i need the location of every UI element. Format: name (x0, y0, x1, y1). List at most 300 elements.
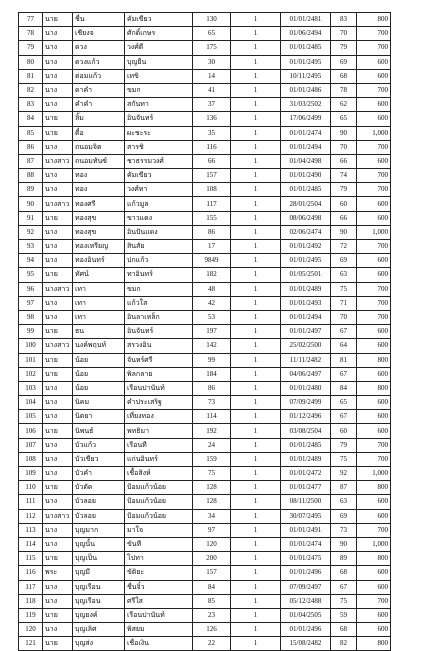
group-number-cell: 1 (231, 452, 281, 466)
row-number-cell: 77 (19, 13, 43, 27)
group-number-cell: 1 (231, 523, 281, 537)
row-number-cell: 116 (19, 566, 43, 580)
first-name-cell: บุญเรือน (73, 594, 125, 608)
surname-cell: ชาธรรมวงศ์ (125, 154, 193, 168)
title-prefix-cell: นาง (43, 410, 73, 424)
allowance-amount-cell: 1,000 (357, 537, 391, 551)
table-row (19, 481, 391, 495)
house-number-cell: 65 (193, 27, 231, 41)
group-number-cell: 1 (231, 495, 281, 509)
birth-date-cell: 08/11/2500 (281, 495, 331, 509)
first-name-cell: ถนอมจิต (73, 140, 125, 154)
table-row (19, 126, 391, 140)
age-cell: 90 (331, 126, 357, 140)
age-cell: 65 (331, 112, 357, 126)
allowance-amount-cell: 600 (357, 268, 391, 282)
surname-cell: อินจันทร์ (125, 112, 193, 126)
table-row (19, 467, 391, 481)
table-row (19, 637, 391, 651)
row-number-cell: 99 (19, 325, 43, 339)
row-number-cell: 107 (19, 438, 43, 452)
age-cell: 71 (331, 296, 357, 310)
age-cell: 90 (331, 225, 357, 239)
age-cell: 69 (331, 509, 357, 523)
first-name-cell: น้อย (73, 367, 125, 381)
table-row (19, 594, 391, 608)
first-name-cell: บัวลอย (73, 495, 125, 509)
allowance-amount-cell: 800 (357, 381, 391, 395)
table-row (19, 55, 391, 69)
row-number-cell: 80 (19, 55, 43, 69)
table-row (19, 424, 391, 438)
allowance-amount-cell: 700 (357, 310, 391, 324)
surname-cell: สกันทา (125, 98, 193, 112)
birth-date-cell: 01/01/2472 (281, 467, 331, 481)
table-row (19, 13, 391, 27)
title-prefix-cell: นาย (43, 268, 73, 282)
row-number-cell: 87 (19, 154, 43, 168)
first-name-cell: บัวเขียว (73, 452, 125, 466)
row-number-cell: 89 (19, 183, 43, 197)
surname-cell: วงศ์ทา (125, 183, 193, 197)
title-prefix-cell: พระ (43, 566, 73, 580)
birth-date-cell: 01/01/2477 (281, 481, 331, 495)
birth-date-cell: 07/09/2499 (281, 396, 331, 410)
allowance-amount-cell: 600 (357, 254, 391, 268)
title-prefix-cell: นาย (43, 367, 73, 381)
age-cell: 83 (331, 13, 357, 27)
row-number-cell: 120 (19, 623, 43, 637)
age-cell: 70 (331, 140, 357, 154)
birth-date-cell: 05/12/2488 (281, 594, 331, 608)
row-number-cell: 114 (19, 537, 43, 551)
group-number-cell: 1 (231, 98, 281, 112)
title-prefix-cell: นาย (43, 637, 73, 651)
table-row (19, 523, 391, 537)
surname-cell: ขัติยะ (125, 566, 193, 580)
table-row (19, 495, 391, 509)
birth-date-cell: 01/04/2498 (281, 154, 331, 168)
first-name-cell: บุญนั้น (73, 537, 125, 551)
first-name-cell: ดวงแก้ว (73, 55, 125, 69)
house-number-cell: 130 (193, 13, 231, 27)
birth-date-cell: 01/01/2493 (281, 296, 331, 310)
title-prefix-cell: นาง (43, 140, 73, 154)
surname-cell: เที่ยงทอง (125, 410, 193, 424)
house-number-cell: 128 (193, 481, 231, 495)
age-cell: 68 (331, 566, 357, 580)
first-name-cell: ลิ้ม (73, 112, 125, 126)
row-number-cell: 105 (19, 410, 43, 424)
allowance-amount-cell: 800 (357, 13, 391, 27)
first-name-cell: ชื่น (73, 13, 125, 27)
age-cell: 89 (331, 552, 357, 566)
birth-date-cell: 31/03/2502 (281, 98, 331, 112)
surname-cell: ขันที (125, 537, 193, 551)
allowance-amount-cell: 700 (357, 594, 391, 608)
birth-date-cell: 07/09/2497 (281, 580, 331, 594)
title-prefix-cell: นาง (43, 183, 73, 197)
allowance-amount-cell: 700 (357, 296, 391, 310)
allowance-amount-cell: 600 (357, 410, 391, 424)
surname-cell: ชื่นจิ๋ว (125, 580, 193, 594)
allowance-amount-cell: 600 (357, 98, 391, 112)
house-number-cell: 120 (193, 537, 231, 551)
surname-cell: มาใจ (125, 523, 193, 537)
row-number-cell: 90 (19, 197, 43, 211)
age-cell: 67 (331, 325, 357, 339)
surname-cell: บุญยืน (125, 55, 193, 69)
table-row (19, 254, 391, 268)
first-name-cell: บุญยงค์ (73, 608, 125, 622)
first-name-cell: เทา (73, 282, 125, 296)
group-number-cell: 1 (231, 481, 281, 495)
group-number-cell: 1 (231, 140, 281, 154)
table-row (19, 240, 391, 254)
first-name-cell: น้อย (73, 353, 125, 367)
row-number-cell: 115 (19, 552, 43, 566)
register-table (18, 12, 391, 651)
surname-cell: สินสัย (125, 240, 193, 254)
group-number-cell: 1 (231, 41, 281, 55)
surname-cell: สรวงอิน (125, 339, 193, 353)
row-number-cell: 79 (19, 41, 43, 55)
group-number-cell: 1 (231, 438, 281, 452)
table-row (19, 608, 391, 622)
age-cell: 70 (331, 310, 357, 324)
allowance-amount-cell: 600 (357, 495, 391, 509)
surname-cell: ทาอินทร์ (125, 268, 193, 282)
group-number-cell: 1 (231, 424, 281, 438)
surname-cell: ป้อมแก้วน้อย (125, 481, 193, 495)
first-name-cell: ธน (73, 325, 125, 339)
house-number-cell: 128 (193, 495, 231, 509)
house-number-cell: 17 (193, 240, 231, 254)
first-name-cell: นิพนธ์ (73, 424, 125, 438)
first-name-cell: บัวตัด (73, 481, 125, 495)
allowance-amount-cell: 600 (357, 623, 391, 637)
house-number-cell: 114 (193, 410, 231, 424)
row-number-cell: 96 (19, 282, 43, 296)
surname-cell: ขมก (125, 282, 193, 296)
first-name-cell: เทา (73, 310, 125, 324)
surname-cell: จันทร์ศรี (125, 353, 193, 367)
birth-date-cell: 01/12/2496 (281, 410, 331, 424)
surname-cell: ขาวแดง (125, 211, 193, 225)
house-number-cell: 142 (193, 339, 231, 353)
row-number-cell: 91 (19, 211, 43, 225)
surname-cell: ศรีใส (125, 594, 193, 608)
first-name-cell: บัวแก้ว (73, 438, 125, 452)
house-number-cell: 157 (193, 566, 231, 580)
row-number-cell: 119 (19, 608, 43, 622)
group-number-cell: 1 (231, 396, 281, 410)
group-number-cell: 1 (231, 69, 281, 83)
allowance-amount-cell: 600 (357, 608, 391, 622)
first-name-cell: บัวลอย (73, 509, 125, 523)
allowance-amount-cell: 700 (357, 183, 391, 197)
age-cell: 81 (331, 353, 357, 367)
surname-cell: พิสยม (125, 623, 193, 637)
row-number-cell: 121 (19, 637, 43, 651)
table-row (19, 83, 391, 97)
title-prefix-cell: นาย (43, 608, 73, 622)
surname-cell: ป้อมแก้วน้อย (125, 509, 193, 523)
allowance-amount-cell: 600 (357, 197, 391, 211)
surname-cell: อินจันทร์ (125, 325, 193, 339)
group-number-cell: 1 (231, 566, 281, 580)
birth-date-cell: 01/01/2475 (281, 552, 331, 566)
birth-date-cell: 01/01/2490 (281, 169, 331, 183)
first-name-cell: ต่อมแก้ว (73, 69, 125, 83)
title-prefix-cell: นาย (43, 13, 73, 27)
title-prefix-cell: นาย (43, 424, 73, 438)
first-name-cell: บุญมาก (73, 523, 125, 537)
row-number-cell: 78 (19, 27, 43, 41)
first-name-cell: นิตยา (73, 410, 125, 424)
table-row (19, 396, 391, 410)
first-name-cell: ถนอมทันซ์ (73, 154, 125, 168)
surname-cell: คัมเขียว (125, 13, 193, 27)
house-number-cell: 117 (193, 197, 231, 211)
age-cell: 73 (331, 523, 357, 537)
surname-cell: แก่นอินทร์ (125, 452, 193, 466)
table-row (19, 154, 391, 168)
table-row (19, 310, 391, 324)
surname-cell: ผะชะระ (125, 126, 193, 140)
allowance-amount-cell: 600 (357, 112, 391, 126)
age-cell: 66 (331, 154, 357, 168)
birth-date-cell: 11/11/2482 (281, 353, 331, 367)
age-cell: 75 (331, 594, 357, 608)
age-cell: 67 (331, 367, 357, 381)
age-cell: 75 (331, 452, 357, 466)
age-cell: 69 (331, 55, 357, 69)
house-number-cell: 184 (193, 367, 231, 381)
birth-date-cell: 01/05/2501 (281, 268, 331, 282)
surname-cell: พทธิมา (125, 424, 193, 438)
birth-date-cell: 08/06/2498 (281, 211, 331, 225)
allowance-amount-cell: 1,000 (357, 467, 391, 481)
table-row (19, 41, 391, 55)
table-row (19, 537, 391, 551)
age-cell: 87 (331, 481, 357, 495)
row-number-cell: 88 (19, 169, 43, 183)
age-cell: 90 (331, 537, 357, 551)
house-number-cell: 85 (193, 594, 231, 608)
birth-date-cell: 03/08/2504 (281, 424, 331, 438)
allowance-amount-cell: 700 (357, 83, 391, 97)
table-row (19, 509, 391, 523)
first-name-cell: บุญมี (73, 566, 125, 580)
group-number-cell: 1 (231, 608, 281, 622)
house-number-cell: 22 (193, 637, 231, 651)
row-number-cell: 108 (19, 452, 43, 466)
house-number-cell: 159 (193, 452, 231, 466)
allowance-amount-cell: 700 (357, 41, 391, 55)
birth-date-cell: 01/01/2485 (281, 41, 331, 55)
title-prefix-cell: นาง (43, 452, 73, 466)
birth-date-cell: 01/01/2496 (281, 623, 331, 637)
age-cell: 60 (331, 197, 357, 211)
table-row (19, 183, 391, 197)
group-number-cell: 1 (231, 169, 281, 183)
table-row (19, 296, 391, 310)
title-prefix-cell: นาย (43, 211, 73, 225)
first-name-cell: เชียงจ (73, 27, 125, 41)
age-cell: 69 (331, 254, 357, 268)
group-number-cell: 1 (231, 27, 281, 41)
title-prefix-cell: นาง (43, 580, 73, 594)
table-row (19, 69, 391, 83)
table-row (19, 325, 391, 339)
house-number-cell: 99 (193, 353, 231, 367)
birth-date-cell: 01/01/2481 (281, 13, 331, 27)
allowance-amount-cell: 700 (357, 452, 391, 466)
group-number-cell: 1 (231, 467, 281, 481)
allowance-amount-cell: 700 (357, 140, 391, 154)
house-number-cell: 66 (193, 154, 231, 168)
title-prefix-cell: นางสาว (43, 154, 73, 168)
row-number-cell: 82 (19, 83, 43, 97)
group-number-cell: 1 (231, 310, 281, 324)
row-number-cell: 112 (19, 509, 43, 523)
table-row (19, 552, 391, 566)
first-name-cell: ทองอินทร์ (73, 254, 125, 268)
allowance-amount-cell: 700 (357, 169, 391, 183)
group-number-cell: 1 (231, 580, 281, 594)
table-row (19, 381, 391, 395)
group-number-cell: 1 (231, 282, 281, 296)
surname-cell: โปทา (125, 552, 193, 566)
title-prefix-cell: นาง (43, 240, 73, 254)
allowance-amount-cell: 800 (357, 637, 391, 651)
allowance-amount-cell: 700 (357, 438, 391, 452)
title-prefix-cell: นาง (43, 495, 73, 509)
row-number-cell: 92 (19, 225, 43, 239)
table-row (19, 282, 391, 296)
first-name-cell: ทอง (73, 183, 125, 197)
age-cell: 66 (331, 211, 357, 225)
allowance-amount-cell: 700 (357, 282, 391, 296)
house-number-cell: 192 (193, 424, 231, 438)
row-number-cell: 106 (19, 424, 43, 438)
title-prefix-cell: นาง (43, 396, 73, 410)
title-prefix-cell: นาง (43, 523, 73, 537)
title-prefix-cell: นาย (43, 112, 73, 126)
group-number-cell: 1 (231, 13, 281, 27)
birth-date-cell: 28/01/2504 (281, 197, 331, 211)
surname-cell: สารชิ (125, 140, 193, 154)
surname-cell: เทขิ (125, 69, 193, 83)
house-number-cell: 42 (193, 296, 231, 310)
age-cell: 72 (331, 240, 357, 254)
table-row (19, 197, 391, 211)
group-number-cell: 1 (231, 225, 281, 239)
group-number-cell: 1 (231, 353, 281, 367)
allowance-amount-cell: 700 (357, 27, 391, 41)
house-number-cell: 175 (193, 41, 231, 55)
surname-cell: ศักดิ์เกษร (125, 27, 193, 41)
group-number-cell: 1 (231, 594, 281, 608)
house-number-cell: 35 (193, 126, 231, 140)
first-name-cell: ทองสุข (73, 211, 125, 225)
birth-date-cell: 30/07/2495 (281, 509, 331, 523)
group-number-cell: 1 (231, 537, 281, 551)
title-prefix-cell: นาง (43, 41, 73, 55)
surname-cell: คำประเสริฐ (125, 396, 193, 410)
age-cell: 68 (331, 623, 357, 637)
first-name-cell: คำคำ (73, 98, 125, 112)
surname-cell: คัมเขียว (125, 169, 193, 183)
row-number-cell: 109 (19, 467, 43, 481)
first-name-cell: ทอง (73, 169, 125, 183)
age-cell: 67 (331, 410, 357, 424)
table-row (19, 339, 391, 353)
birth-date-cell: 01/01/2486 (281, 83, 331, 97)
age-cell: 65 (331, 396, 357, 410)
age-cell: 63 (331, 268, 357, 282)
birth-date-cell: 01/01/2485 (281, 183, 331, 197)
birth-date-cell: 17/06/2499 (281, 112, 331, 126)
table-row (19, 438, 391, 452)
group-number-cell: 1 (231, 240, 281, 254)
birth-date-cell: 01/01/2474 (281, 126, 331, 140)
surname-cell: เชื่อเงิน (125, 637, 193, 651)
house-number-cell: 73 (193, 396, 231, 410)
surname-cell: เรือนที (125, 438, 193, 452)
surname-cell: เชื้อสิงห์ (125, 467, 193, 481)
row-number-cell: 85 (19, 126, 43, 140)
row-number-cell: 102 (19, 367, 43, 381)
house-number-cell: 14 (193, 69, 231, 83)
table-row (19, 268, 391, 282)
birth-date-cell: 25/02/2500 (281, 339, 331, 353)
group-number-cell: 1 (231, 55, 281, 69)
birth-date-cell: 01/01/2480 (281, 381, 331, 395)
allowance-amount-cell: 600 (357, 509, 391, 523)
group-number-cell: 1 (231, 552, 281, 566)
age-cell: 79 (331, 41, 357, 55)
birth-date-cell: 01/01/2492 (281, 240, 331, 254)
birth-date-cell: 01/01/2495 (281, 254, 331, 268)
allowance-amount-cell: 800 (357, 552, 391, 566)
group-number-cell: 1 (231, 381, 281, 395)
birth-date-cell: 01/01/2494 (281, 310, 331, 324)
house-number-cell: 34 (193, 509, 231, 523)
first-name-cell: นงค์พฤนท์ (73, 339, 125, 353)
age-cell: 79 (331, 183, 357, 197)
surname-cell: อินปันแดง (125, 225, 193, 239)
title-prefix-cell: นาย (43, 552, 73, 566)
age-cell: 74 (331, 169, 357, 183)
birth-date-cell: 01/01/2489 (281, 452, 331, 466)
group-number-cell: 1 (231, 126, 281, 140)
allowance-amount-cell: 600 (357, 580, 391, 594)
allowance-amount-cell: 600 (357, 339, 391, 353)
title-prefix-cell: นาง (43, 69, 73, 83)
group-number-cell: 1 (231, 268, 281, 282)
title-prefix-cell: นางสาว (43, 509, 73, 523)
age-cell: 59 (331, 608, 357, 622)
age-cell: 79 (331, 438, 357, 452)
first-name-cell: บุญเลิศ (73, 623, 125, 637)
title-prefix-cell: นาง (43, 594, 73, 608)
house-number-cell: 86 (193, 225, 231, 239)
table-row (19, 112, 391, 126)
house-number-cell: 86 (193, 381, 231, 395)
register-rows (19, 13, 391, 651)
